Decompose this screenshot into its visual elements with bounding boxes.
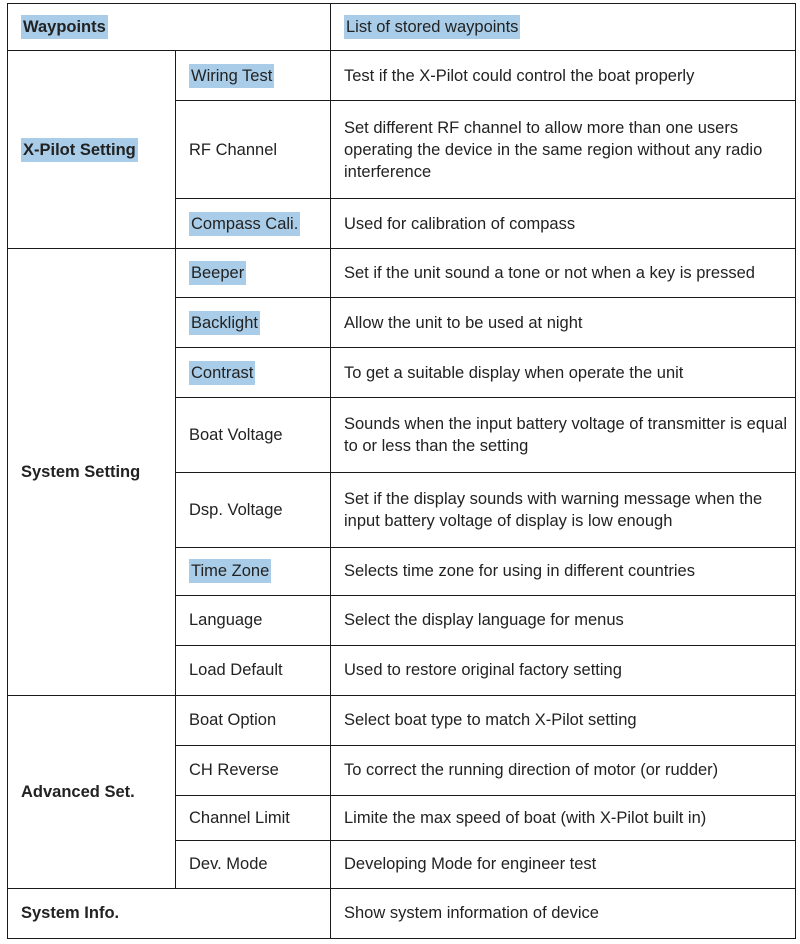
item-cell: [176, 348, 331, 398]
item-cell: [176, 199, 331, 249]
group-label: System Setting: [21, 462, 141, 481]
desc-text: Selects time zone for using in different countries: [344, 562, 695, 581]
desc-cell: [331, 840, 796, 888]
desc-cell: [331, 795, 796, 840]
desc-text: Select the display language for menus: [344, 611, 624, 630]
desc-cell: [331, 547, 796, 595]
desc-text: List of stored waypoints: [344, 15, 520, 39]
item-label: Beeper: [189, 261, 246, 285]
menu-function-table: [7, 3, 796, 939]
item-label: Compass Cali.: [189, 212, 300, 236]
item-cell: [176, 840, 331, 888]
desc-text: Sounds when the input battery voltage of transmitter is equal to or less than the setting: [344, 415, 788, 456]
desc-text: Set different RF channel to allow more than one users operating the device in the same region without any radio interference: [344, 118, 763, 181]
item-cell: [176, 645, 331, 695]
desc-cell: [331, 348, 796, 398]
desc-cell: [331, 199, 796, 249]
group-cell-advanced: [8, 695, 176, 888]
item-label: Channel Limit: [189, 808, 290, 827]
item-label: Dev. Mode: [189, 855, 268, 874]
group-label: System Info.: [21, 904, 120, 923]
desc-text: To correct the running direction of motor (or rudder): [344, 761, 719, 780]
desc-text: Used to restore original factory setting: [344, 661, 622, 680]
desc-cell: [331, 398, 796, 473]
group-label: Waypoints: [21, 15, 108, 39]
item-label: RF Channel: [189, 140, 278, 159]
desc-text: Limite the max speed of boat (with X-Pilot built in): [344, 808, 707, 827]
item-label: Backlight: [189, 311, 260, 335]
desc-text: Allow the unit to be used at night: [344, 313, 583, 332]
item-label: Language: [189, 611, 263, 630]
desc-text: Set if the unit sound a tone or not when a key is pressed: [344, 264, 755, 283]
desc-text: Select boat type to match X-Pilot setting: [344, 711, 637, 730]
item-cell: [176, 298, 331, 348]
table-row: [8, 51, 796, 101]
table-row: [8, 4, 796, 51]
item-label: CH Reverse: [189, 761, 279, 780]
item-cell: [176, 795, 331, 840]
item-label: Wiring Test: [189, 64, 274, 88]
group-cell-sysinfo: [8, 888, 331, 938]
desc-text: Show system information of device: [344, 904, 599, 923]
desc-text: Developing Mode for engineer test: [344, 855, 597, 874]
desc-cell: [331, 645, 796, 695]
item-cell: [176, 595, 331, 645]
desc-cell: [331, 595, 796, 645]
desc-cell: [331, 4, 796, 51]
item-label: Load Default: [189, 661, 283, 680]
item-cell: [176, 695, 331, 745]
item-cell: [176, 745, 331, 795]
item-label: Boat Voltage: [189, 426, 283, 445]
desc-cell: [331, 51, 796, 101]
item-label: Boat Option: [189, 711, 277, 730]
group-label: X-Pilot Setting: [21, 138, 138, 162]
item-cell: [176, 473, 331, 547]
desc-text: Used for calibration of compass: [344, 214, 576, 233]
desc-text: Set if the display sounds with warning message when the input battery voltage of display is low enough: [344, 489, 763, 530]
desc-cell: [331, 473, 796, 547]
group-cell-waypoints: [8, 4, 331, 51]
group-cell-xpilot: [8, 51, 176, 249]
table-row: [8, 695, 796, 745]
item-cell: [176, 547, 331, 595]
table-row: [8, 888, 796, 938]
table-row: [8, 249, 796, 298]
item-label: Dsp. Voltage: [189, 500, 283, 519]
desc-cell: [331, 298, 796, 348]
item-label: Contrast: [189, 361, 255, 385]
item-label: Time Zone: [189, 559, 271, 583]
desc-cell: [331, 888, 796, 938]
group-label: Advanced Set.: [21, 782, 135, 801]
desc-cell: [331, 695, 796, 745]
item-cell: [176, 51, 331, 101]
desc-cell: [331, 101, 796, 199]
item-cell: [176, 249, 331, 298]
desc-cell: [331, 249, 796, 298]
desc-text: Test if the X-Pilot could control the boat properly: [344, 66, 695, 85]
desc-cell: [331, 745, 796, 795]
desc-text: To get a suitable display when operate the unit: [344, 363, 684, 382]
group-cell-system: [8, 249, 176, 695]
item-cell: [176, 101, 331, 199]
item-cell: [176, 398, 331, 473]
